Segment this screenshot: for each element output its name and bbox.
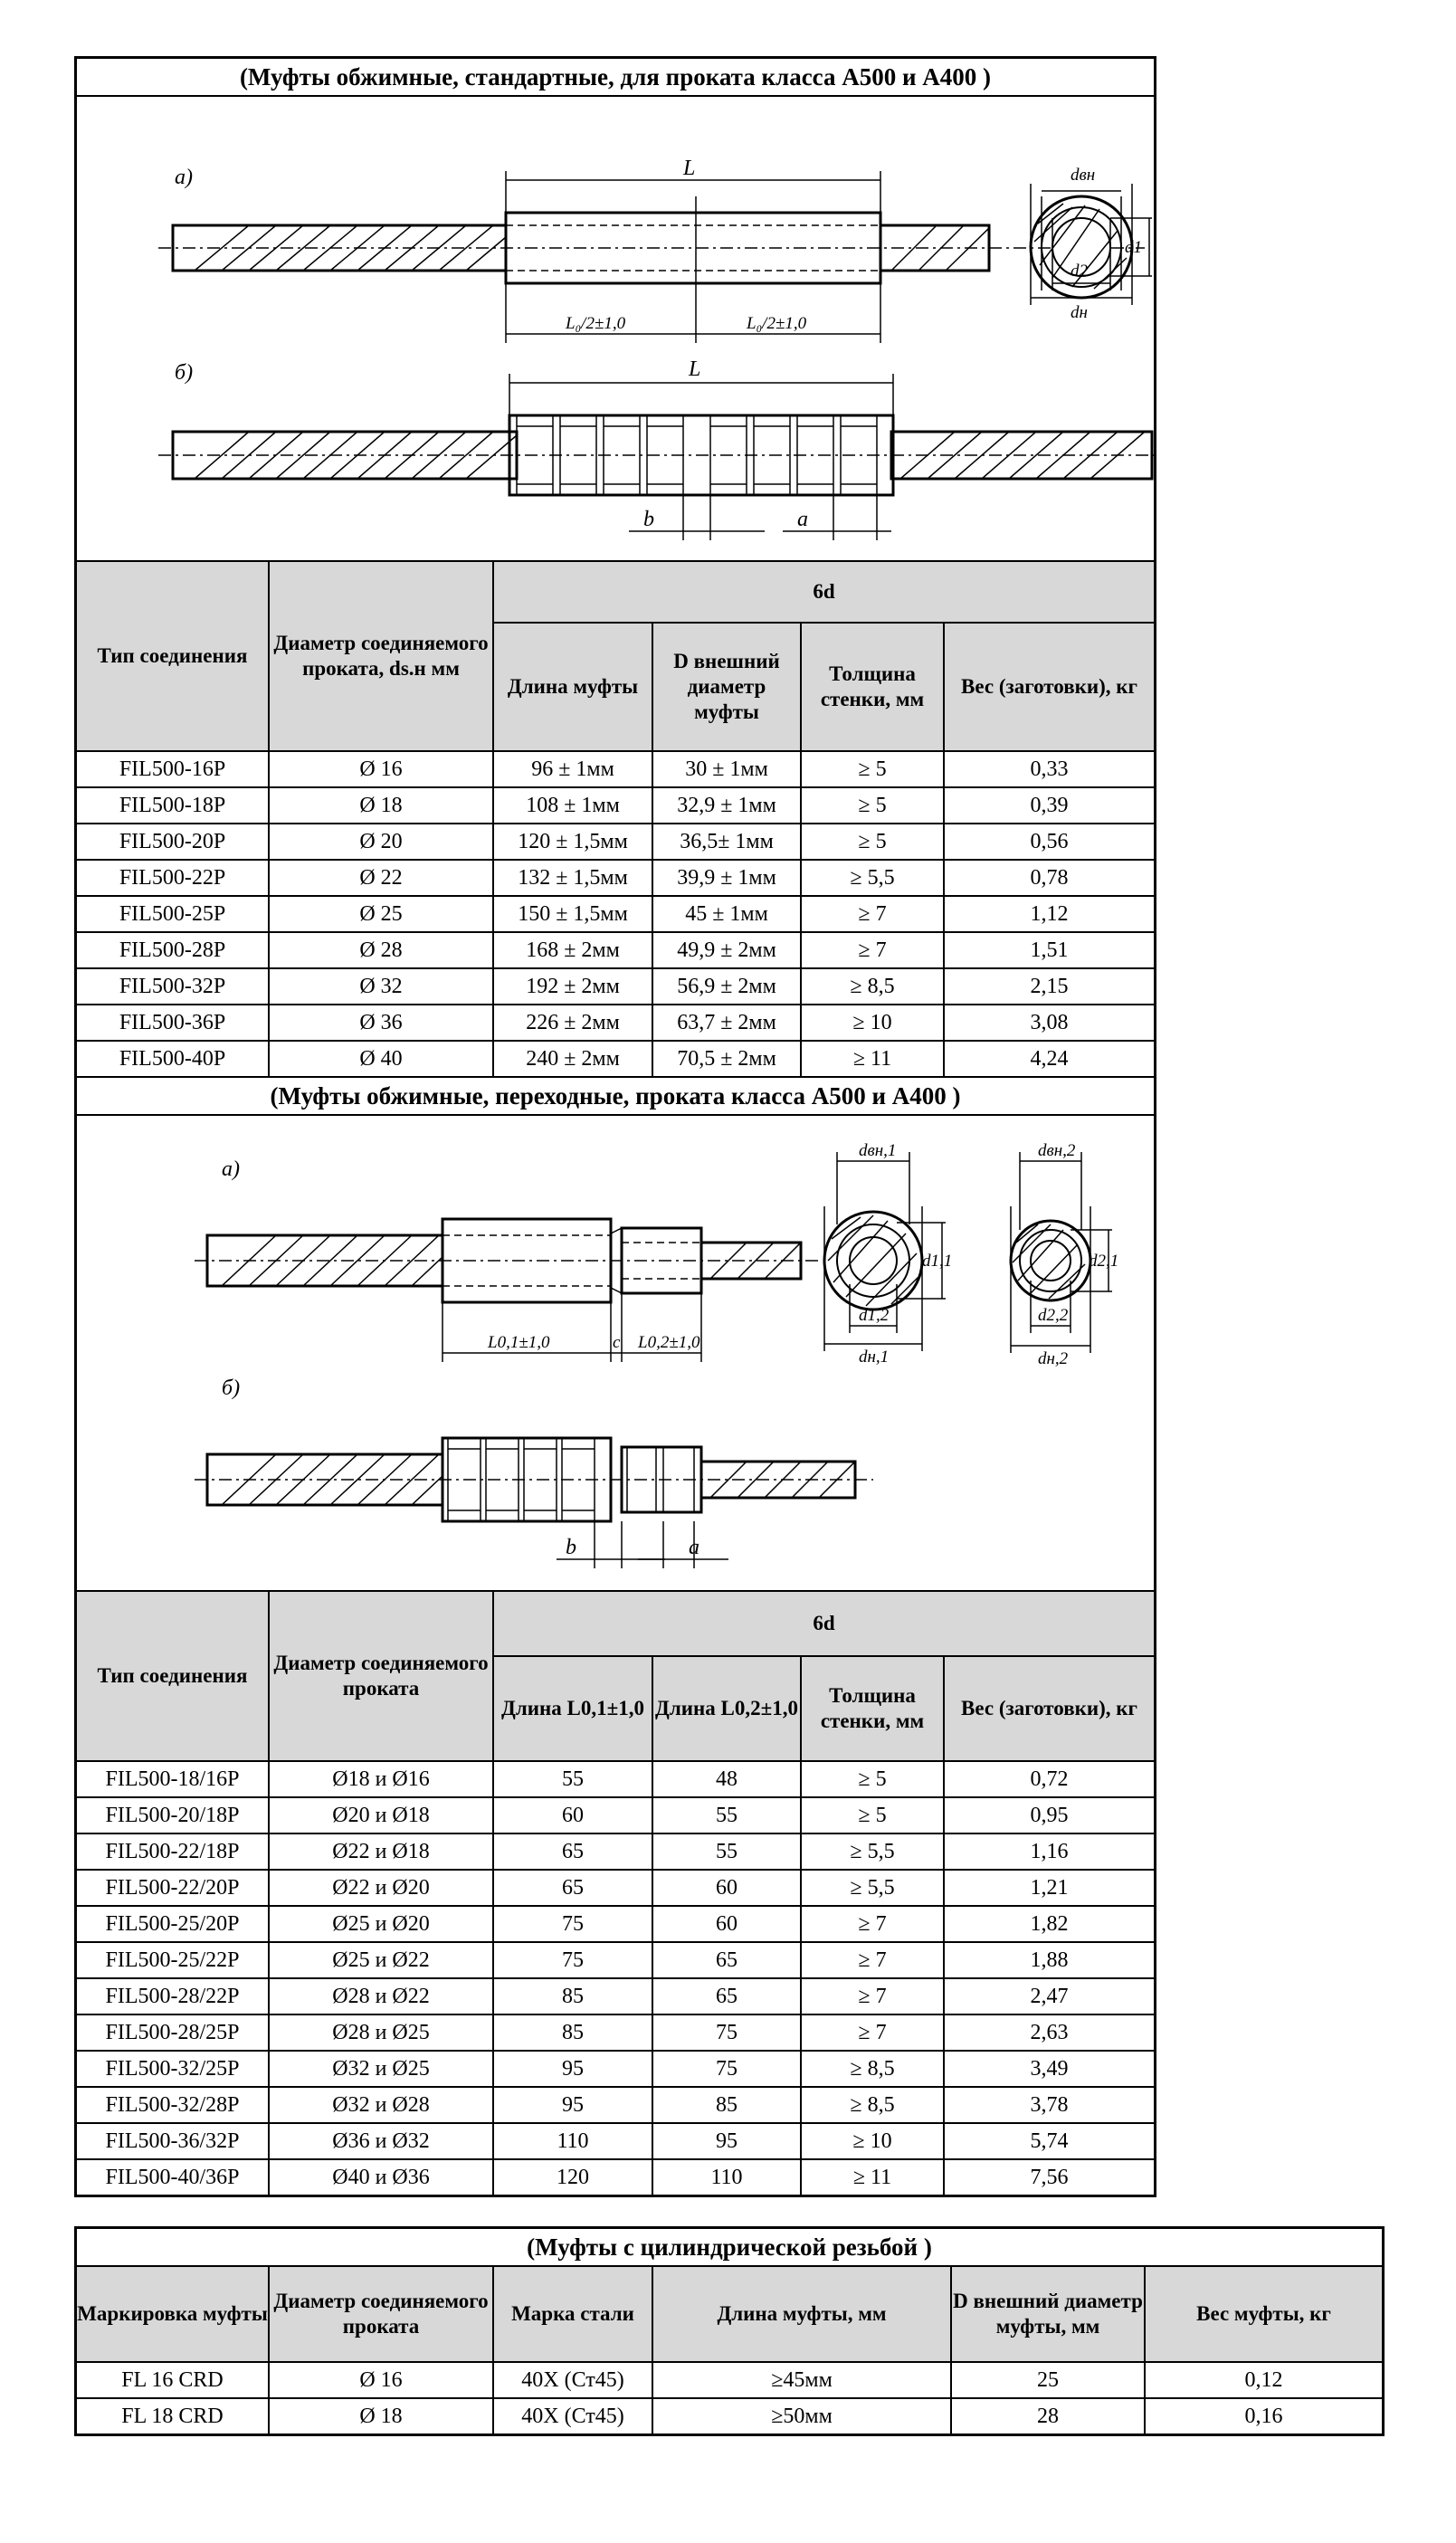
dim-c: c	[613, 1333, 621, 1352]
table-cell: 0,95	[944, 1797, 1154, 1833]
table-cell: 55	[652, 1797, 801, 1833]
table-cell: Ø40 и Ø36	[269, 2159, 493, 2195]
section3-title: (Муфты с цилиндрической резьбой )	[77, 2229, 1382, 2267]
table-cell: 110	[652, 2159, 801, 2195]
table-cell: 30 ± 1мм	[652, 751, 801, 787]
table-cell: Ø28 и Ø22	[269, 1978, 493, 2014]
table-cell: 65	[652, 1978, 801, 2014]
table-row	[77, 1833, 1154, 1870]
header-length: Длина муфты	[493, 623, 652, 751]
table-cell: 85	[493, 1978, 652, 2014]
table-cell: 7,56	[944, 2159, 1154, 2195]
header3-marking: Маркировка муфты	[77, 2267, 269, 2362]
table-cell: FIL500-22/20P	[77, 1870, 269, 1906]
view2-a-label: а)	[222, 1157, 240, 1181]
s2-dn: dн,2	[1038, 1349, 1069, 1368]
header-diameter: Диаметр соединяемого проката, ds.н мм	[269, 562, 493, 751]
table-cell: 32,9 ± 1мм	[652, 787, 801, 824]
table-row	[77, 1942, 1154, 1978]
table-cell: 40Х (Ст45)	[493, 2398, 652, 2433]
table-cell: 49,9 ± 2мм	[652, 932, 801, 968]
table-cell: ≥ 7	[801, 1942, 944, 1978]
table-cell: 3,78	[944, 2087, 1154, 2123]
table-cell: 120	[493, 2159, 652, 2195]
section2-drawing	[77, 1116, 1154, 1592]
table-row	[77, 751, 1154, 787]
section1-title: (Муфты обжимные, стандартные, для проката класса А500 и А400 )	[77, 59, 1154, 97]
threaded-couplings-table	[77, 2267, 1382, 2433]
table-cell: FIL500-25/20P	[77, 1906, 269, 1942]
table-cell: Ø18 и Ø16	[269, 1761, 493, 1797]
table-cell: 85	[493, 2014, 652, 2051]
sect-dvn: dвн	[1071, 166, 1096, 185]
table-cell: 0,39	[944, 787, 1154, 824]
table-cell: Ø 16	[269, 2362, 493, 2398]
table-cell: 56,9 ± 2мм	[652, 968, 801, 1005]
table-row	[77, 932, 1154, 968]
table-cell: 132 ± 1,5мм	[493, 860, 652, 896]
table-cell: FIL500-22/18P	[77, 1833, 269, 1870]
table-row	[77, 1978, 1154, 2014]
sect-d1: d1	[1125, 238, 1142, 257]
table-cell: 70,5 ± 2мм	[652, 1041, 801, 1076]
table-row	[77, 1761, 1154, 1797]
table-row	[77, 968, 1154, 1005]
table-cell: 45 ± 1мм	[652, 896, 801, 932]
table-row	[77, 2087, 1154, 2123]
table-cell: 40Х (Ст45)	[493, 2362, 652, 2398]
table-cell: FIL500-36/32P	[77, 2123, 269, 2159]
table-cell: 240 ± 2мм	[493, 1041, 652, 1076]
table-cell: ≥ 5	[801, 751, 944, 787]
table-cell: ≥ 11	[801, 1041, 944, 1076]
table-row	[77, 2051, 1154, 2087]
table-cell: Ø20 и Ø18	[269, 1797, 493, 1833]
header-weight: Вес (заготовки), кг	[944, 623, 1154, 751]
table-cell: 63,7 ± 2мм	[652, 1005, 801, 1041]
table-row	[77, 2362, 1382, 2398]
table-row	[77, 2398, 1382, 2433]
table-cell: FIL500-28P	[77, 932, 269, 968]
table-cell: 192 ± 2мм	[493, 968, 652, 1005]
header3-weight: Вес муфты, кг	[1145, 2267, 1382, 2362]
table-cell: 95	[652, 2123, 801, 2159]
view-b-label: б)	[175, 361, 194, 385]
s2-dvn: dвн,2	[1038, 1141, 1076, 1160]
table-row	[77, 1041, 1154, 1076]
table-cell: ≥ 7	[801, 2014, 944, 2051]
table-cell: Ø 20	[269, 824, 493, 860]
table-cell: ≥ 10	[801, 1005, 944, 1041]
s1-dvn: dвн,1	[859, 1141, 897, 1160]
table-cell: 1,82	[944, 1906, 1154, 1942]
table-cell: Ø 40	[269, 1041, 493, 1076]
table-cell: 150 ± 1,5мм	[493, 896, 652, 932]
table-cell: 2,63	[944, 2014, 1154, 2051]
table-cell: Ø32 и Ø28	[269, 2087, 493, 2123]
header2-weight: Вес (заготовки), кг	[944, 1656, 1154, 1761]
table-cell: 60	[652, 1870, 801, 1906]
table-cell: 25	[951, 2362, 1145, 2398]
table-cell: Ø22 и Ø20	[269, 1870, 493, 1906]
table-cell: 36,5± 1мм	[652, 824, 801, 860]
s2-d1: d2,1	[1089, 1252, 1119, 1271]
table-cell: FIL500-28/22P	[77, 1978, 269, 2014]
table-cell: 75	[652, 2051, 801, 2087]
table-cell: 75	[652, 2014, 801, 2051]
s1-d1: d1,1	[922, 1252, 953, 1271]
table-cell: 3,49	[944, 2051, 1154, 2087]
table-cell: 108 ± 1мм	[493, 787, 652, 824]
table-cell: ≥ 8,5	[801, 968, 944, 1005]
table-cell: ≥ 7	[801, 1906, 944, 1942]
table-cell: Ø 32	[269, 968, 493, 1005]
table-cell: Ø22 и Ø18	[269, 1833, 493, 1870]
table-cell: FIL500-40P	[77, 1041, 269, 1076]
table-cell: Ø 16	[269, 751, 493, 787]
dim-a: a	[797, 508, 808, 531]
dim-L-b: L	[689, 357, 701, 381]
table-cell: ≥50мм	[652, 2398, 951, 2433]
table-cell: Ø 36	[269, 1005, 493, 1041]
table-cell: ≥ 10	[801, 2123, 944, 2159]
table-cell: 48	[652, 1761, 801, 1797]
header3-steel: Марка стали	[493, 2267, 652, 2362]
table-cell: Ø 18	[269, 2398, 493, 2433]
table-cell: ≥45мм	[652, 2362, 951, 2398]
table-cell: 120 ± 1,5мм	[493, 824, 652, 860]
transition-couplings-table	[77, 1592, 1154, 2195]
table-cell: Ø25 и Ø22	[269, 1942, 493, 1978]
standard-coupling-drawing	[77, 97, 1154, 560]
table-row	[77, 1906, 1154, 1942]
table-row	[77, 2123, 1154, 2159]
header-group: 6d	[493, 562, 1154, 623]
dim-b: b	[643, 508, 654, 531]
standard-couplings-rows	[77, 751, 1154, 1076]
table-cell: FL 18 CRD	[77, 2398, 269, 2433]
table-cell: Ø28 и Ø25	[269, 2014, 493, 2051]
table-cell: FIL500-20P	[77, 824, 269, 860]
table-cell: ≥ 5	[801, 1797, 944, 1833]
header2-type: Тип соединения	[77, 1592, 269, 1761]
table-cell: 96 ± 1мм	[493, 751, 652, 787]
table-cell: 65	[493, 1833, 652, 1870]
table-cell: ≥ 11	[801, 2159, 944, 2195]
table-cell: ≥ 7	[801, 896, 944, 932]
table-cell: 75	[493, 1906, 652, 1942]
header-wall: Толщина стенки, мм	[801, 623, 944, 751]
table-cell: 60	[652, 1906, 801, 1942]
table-cell: ≥ 8,5	[801, 2087, 944, 2123]
table-cell: ≥ 5	[801, 787, 944, 824]
table-cell: 0,12	[1145, 2362, 1382, 2398]
s1-d2: d1,2	[859, 1306, 890, 1325]
table-cell: 55	[652, 1833, 801, 1870]
table-cell: 110	[493, 2123, 652, 2159]
table-cell: 3,08	[944, 1005, 1154, 1041]
header2-wall: Толщина стенки, мм	[801, 1656, 944, 1761]
table-cell: FIL500-32P	[77, 968, 269, 1005]
table-cell: FIL500-22P	[77, 860, 269, 896]
table-row	[77, 896, 1154, 932]
table-cell: FIL500-20/18P	[77, 1797, 269, 1833]
table-cell: Ø 18	[269, 787, 493, 824]
transition-couplings-rows	[77, 1761, 1154, 2195]
table-cell: ≥ 5,5	[801, 1833, 944, 1870]
table-cell: 1,12	[944, 896, 1154, 932]
table-cell: FIL500-40/36P	[77, 2159, 269, 2195]
header2-group: 6d	[493, 1592, 1154, 1656]
table-cell: FIL500-18/16P	[77, 1761, 269, 1797]
table-cell: FIL500-25P	[77, 896, 269, 932]
table-row	[77, 2159, 1154, 2195]
table-cell: FIL500-28/25P	[77, 2014, 269, 2051]
threaded-couplings-rows	[77, 2362, 1382, 2433]
table-cell: ≥ 5,5	[801, 1870, 944, 1906]
table-row	[77, 1870, 1154, 1906]
table-cell: Ø25 и Ø20	[269, 1906, 493, 1942]
table-cell: 65	[652, 1942, 801, 1978]
table-cell: 226 ± 2мм	[493, 1005, 652, 1041]
view2-b-label: б)	[222, 1376, 241, 1400]
table-cell: 1,88	[944, 1942, 1154, 1978]
s1-dn: dн,1	[859, 1348, 890, 1367]
sect-dn: dн	[1071, 303, 1088, 322]
table-cell: 75	[493, 1942, 652, 1978]
table-cell: 5,74	[944, 2123, 1154, 2159]
header3-diameter: Диаметр соединяемого проката	[269, 2267, 493, 2362]
table-cell: 39,9 ± 1мм	[652, 860, 801, 896]
table-cell: 2,15	[944, 968, 1154, 1005]
header-type: Тип соединения	[77, 562, 269, 751]
table-row	[77, 860, 1154, 896]
section2-title: (Муфты обжимные, переходные, проката класса А500 и А400 )	[77, 1076, 1154, 1116]
table-cell: 0,56	[944, 824, 1154, 860]
table-cell: ≥ 5,5	[801, 860, 944, 896]
standard-couplings-table	[77, 562, 1154, 1076]
table-cell: Ø32 и Ø25	[269, 2051, 493, 2087]
table-cell: Ø 28	[269, 932, 493, 968]
transition-coupling-drawing	[77, 1116, 1154, 1590]
table-cell: 95	[493, 2087, 652, 2123]
table-row	[77, 787, 1154, 824]
dim-half-left: L₀/2±1,0	[566, 314, 626, 333]
table-cell: 60	[493, 1797, 652, 1833]
s2-d2: d2,2	[1038, 1306, 1069, 1325]
table-cell: 4,24	[944, 1041, 1154, 1076]
section1-drawing	[77, 97, 1154, 562]
table-cell: ≥ 8,5	[801, 2051, 944, 2087]
table-cell: 28	[951, 2398, 1145, 2433]
dim-half-right: L₀/2±1,0	[747, 314, 807, 333]
table-cell: 1,51	[944, 932, 1154, 968]
threaded-couplings-sheet	[74, 2226, 1385, 2436]
table-cell: 0,16	[1145, 2398, 1382, 2433]
table-row	[77, 1797, 1154, 1833]
header-outer: D внешний диаметр муфты	[652, 623, 801, 751]
table-row	[77, 824, 1154, 860]
table-cell: Ø36 и Ø32	[269, 2123, 493, 2159]
sect-d2: d2	[1071, 262, 1088, 281]
header2-length2: Длина L0,2±1,0	[652, 1656, 801, 1761]
table-cell: ≥ 5	[801, 824, 944, 860]
dim-L-a: L	[683, 157, 696, 180]
table-row	[77, 2014, 1154, 2051]
header3-outer: D внешний диаметр муфты, мм	[951, 2267, 1145, 2362]
table-cell: FIL500-25/22P	[77, 1942, 269, 1978]
dim-l02: L0,2±1,0	[638, 1333, 700, 1352]
table-cell: FL 16 CRD	[77, 2362, 269, 2398]
table-cell: 1,21	[944, 1870, 1154, 1906]
table-cell: 168 ± 2мм	[493, 932, 652, 968]
table-cell: 0,78	[944, 860, 1154, 896]
table-cell: 0,33	[944, 751, 1154, 787]
header2-diameter: Диаметр соединяемого проката	[269, 1592, 493, 1761]
view-a-label: а)	[175, 166, 193, 189]
table-cell: 2,47	[944, 1978, 1154, 2014]
standard-couplings-sheet	[74, 56, 1156, 2197]
dim2-b: b	[566, 1536, 576, 1559]
table-cell: FIL500-36P	[77, 1005, 269, 1041]
table-cell: 85	[652, 2087, 801, 2123]
table-cell: FIL500-16P	[77, 751, 269, 787]
table-cell: 55	[493, 1761, 652, 1797]
table-cell: 0,72	[944, 1761, 1154, 1797]
table-cell: FIL500-32/25P	[77, 2051, 269, 2087]
table-cell: 65	[493, 1870, 652, 1906]
table-cell: Ø 22	[269, 860, 493, 896]
table-cell: 1,16	[944, 1833, 1154, 1870]
header2-length1: Длина L0,1±1,0	[493, 1656, 652, 1761]
header3-length: Длина муфты, мм	[652, 2267, 951, 2362]
table-row	[77, 1005, 1154, 1041]
table-cell: ≥ 7	[801, 1978, 944, 2014]
table-cell: ≥ 5	[801, 1761, 944, 1797]
table-cell: FIL500-32/28P	[77, 2087, 269, 2123]
table-cell: 95	[493, 2051, 652, 2087]
table-cell: Ø 25	[269, 896, 493, 932]
dim-l01: L0,1±1,0	[488, 1333, 550, 1352]
table-cell: FIL500-18P	[77, 787, 269, 824]
table-cell: ≥ 7	[801, 932, 944, 968]
dim2-a: a	[689, 1536, 699, 1559]
